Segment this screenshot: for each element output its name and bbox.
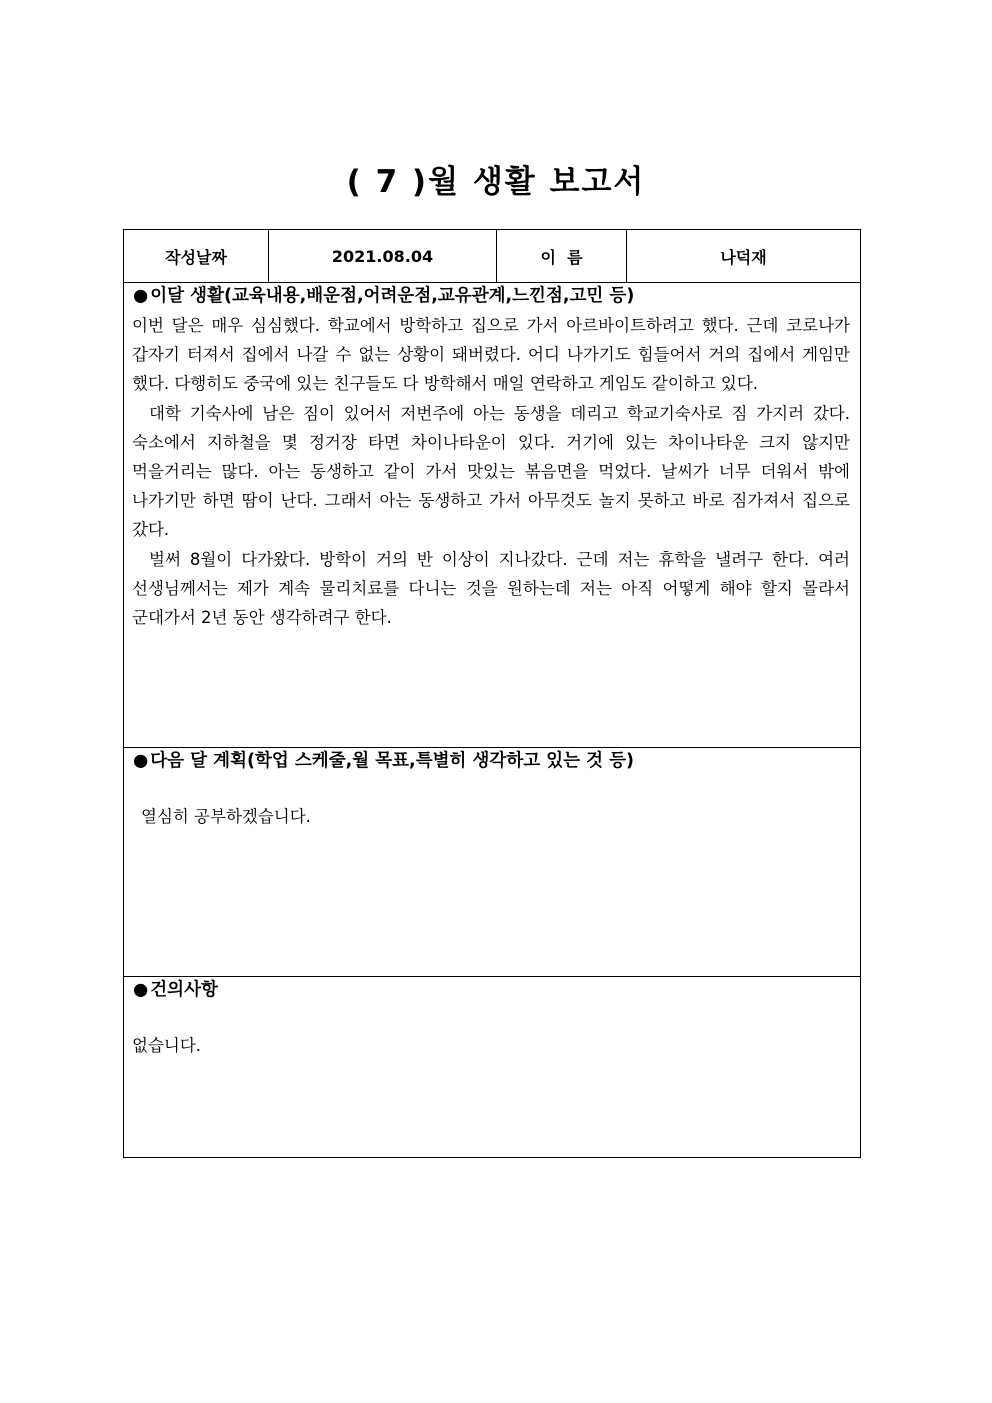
suggestions-heading-text: 건의사항 (150, 980, 218, 1000)
next-month-plan-section (124, 748, 860, 977)
report-table (123, 229, 861, 1158)
monthly-life-heading (133, 283, 634, 309)
name-value: 나덕재 (720, 247, 767, 267)
date-label: 작성날짜 (124, 230, 269, 282)
monthly-life-heading-text: 이달 생활(교육내용,배운점,어려운점,교유관계,느낀점,고민 등) (150, 286, 635, 306)
document-title: ( 7 )월 생활 보고서 (346, 164, 646, 200)
monthly-life-section (124, 283, 860, 748)
suggestions-text: 없습니다. (132, 1036, 202, 1055)
bullet-icon: ● (133, 751, 149, 771)
bullet-icon: ● (133, 980, 149, 1000)
monthly-life-body (132, 311, 850, 632)
report-header-row (124, 230, 860, 283)
monthly-paragraph-1: 이번 달은 매우 심심했다. 학교에서 방학하고 집으로 가서 아르바이트하려고 했다. 근데 코로나가 갑자기 터져서 집에서 나갈 수 없는 상황이 돼버렸다. 어디 나가기도 힘들어서 거의 집에서 게임만 했다. 다행히도 중국에 있는 친구들도 다 방학해서 매일 연락하고 게임도 같이하고 있다. (132, 316, 850, 394)
date-value: 2021.08.04 (269, 230, 497, 282)
monthly-paragraph-3: 벌써 8월이 다가왔다. 방학이 거의 반 이상이 지나갔다. 근데 저는 휴학을 낼려구 한다. 여러 선생님께서는 제가 계속 물리치료를 다니는 것을 원하는데 저는 아직 어떻게 해야 할지 몰라서 군대가서 2년 동안 생각하려구 한다. (132, 549, 850, 628)
suggestions-section (124, 977, 860, 1157)
bullet-icon: ● (133, 286, 149, 306)
monthly-paragraph-2: 대학 기숙사에 남은 짐이 있어서 저번주에 아는 동생을 데리고 학교기숙사로 짐 가지러 갔다. 숙소에서 지하철을 몇 정거장 타면 차이나타운이 있다. 거기에 있는 차이나타운 크지 않지만 먹을거리는 많다. 아는 동생하고 같이 가서 맛있는 볶음면을 먹었다. 날씨가 너무 더워서 밖에 나가기만 하면 땀이 난다. 그래서 아는 동생하고 가서 아무것도 놀지 못하고 바로 짐가져서 집으로 갔다. (132, 403, 850, 540)
suggestions-heading (133, 977, 218, 1003)
next-month-plan-text: 열심히 공부하겠습니다. (141, 807, 311, 826)
name-label: 이 름 (497, 230, 627, 282)
next-month-plan-heading (133, 748, 634, 774)
next-month-plan-heading-text: 다음 달 계획(학업 스케줄,월 목표,특별히 생각하고 있는 것 등) (150, 751, 635, 771)
